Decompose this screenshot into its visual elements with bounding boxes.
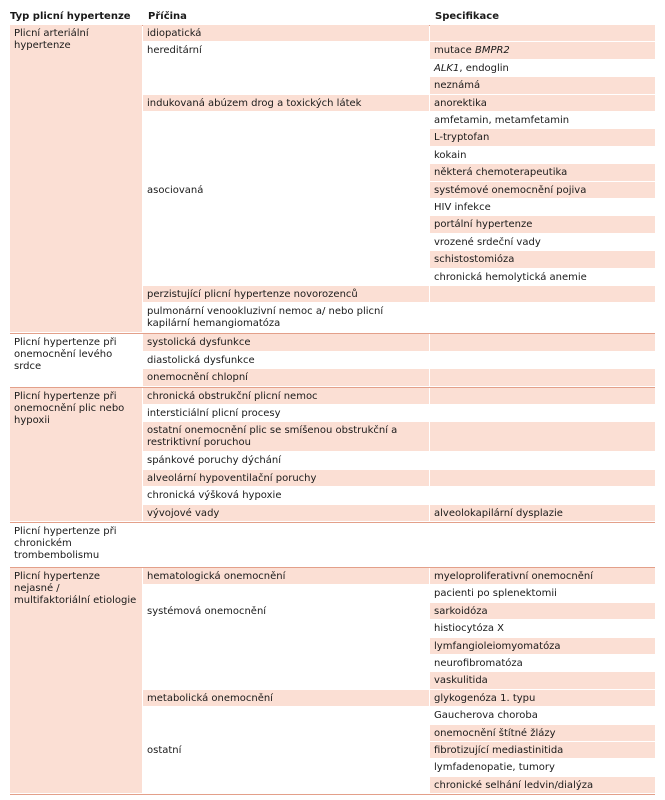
spec-cell [430, 742, 655, 758]
spec-cell [430, 568, 655, 584]
type-label: Plicní hypertenze při onemocnění levého srdce [14, 337, 117, 373]
cause-cell [143, 690, 429, 706]
table-body [10, 25, 655, 795]
spec-cell [430, 216, 655, 232]
spec-label: neurofibromatóza [434, 657, 523, 669]
spec-label: lymfadenopatie, tumory [434, 762, 555, 774]
spec-cell [430, 470, 655, 486]
cause-label: hereditární [147, 45, 202, 57]
spec-cell [430, 777, 655, 793]
spec-cell [430, 452, 655, 468]
cause-label: intersticiální plicní procesy [147, 407, 281, 419]
spec-cell [430, 405, 655, 421]
spec-label: kokain [434, 149, 467, 161]
cause-label: alveolární hypoventilační poruchy [147, 472, 317, 484]
type-label: Plicní hypertenze nejasné / multifaktoriální etiologie [14, 570, 137, 606]
cause-label: vývojové vady [147, 507, 220, 519]
spec-cell [430, 60, 655, 76]
spec-label: amfetamin, metamfetamin [434, 115, 570, 126]
spec-label: fibrotizující mediastinitida [434, 744, 564, 756]
spec-label: schistostomióza [434, 254, 515, 266]
spec-cell [430, 95, 655, 111]
spec-cell [430, 352, 655, 368]
cause-label: hematologická onemocnění [147, 570, 286, 582]
spec-cell [430, 725, 655, 741]
cause-label: asociovaná [147, 184, 204, 196]
cause-cell [143, 25, 429, 41]
cause-cell [143, 487, 429, 503]
cause-cell [143, 182, 429, 198]
spec-cell [430, 25, 655, 41]
spec-label: sarkoidóza [434, 605, 488, 617]
spec-label: vaskulitida [434, 675, 488, 687]
spec-cell [430, 147, 655, 163]
spec-label: systémové onemocnění pojiva [434, 184, 587, 196]
type-label: Plicní hypertenze při onemocnění plic nebo hypoxii [14, 390, 125, 426]
type-label: Plicní hypertenze při chronickém trombembolismu [14, 525, 117, 561]
spec-cell [430, 303, 655, 332]
cause-cell [143, 286, 429, 302]
spec-cell [430, 182, 655, 198]
spec-cell [430, 77, 655, 93]
spec-label: chronická hemolytická anemie [434, 271, 587, 283]
table-group [10, 334, 655, 386]
spec-cell [430, 655, 655, 671]
spec-label: Gaucherova choroba [434, 710, 538, 722]
spec-cell [430, 638, 655, 654]
spec-cell [430, 388, 655, 404]
cause-cell [143, 568, 429, 584]
type-cell [10, 334, 142, 385]
table-group [10, 523, 655, 567]
spec-cell [430, 422, 655, 451]
cause-label: systémová onemocnění [147, 605, 267, 617]
spec-label: pacienti po splenektomii [434, 588, 557, 600]
spec-cell [430, 369, 655, 385]
cause-cell [143, 505, 429, 521]
header-cause: Příčina [148, 11, 187, 22]
type-label: Plicní arteriální hypertenze [14, 28, 89, 51]
spec-cell [430, 286, 655, 302]
header-spec: Specifikace [435, 11, 500, 22]
spec-label: mutace BMPR2 [434, 45, 510, 57]
cause-label: indukovaná abúzem drog a toxických látek [147, 97, 362, 109]
cause-label: chronická výšková hypoxie [147, 490, 282, 502]
cause-cell [143, 742, 429, 758]
cause-cell [143, 388, 429, 404]
cause-cell [143, 95, 429, 111]
spec-cell [430, 672, 655, 688]
spec-cell [430, 334, 655, 350]
spec-cell [430, 129, 655, 145]
cause-label: systolická dysfunkce [147, 337, 251, 349]
spec-label: onemocnění štítné žlázy [434, 727, 556, 739]
cause-cell [143, 422, 429, 451]
spec-label: portální hypertenze [434, 219, 533, 231]
spec-cell [430, 112, 655, 128]
table-header [10, 0, 655, 22]
spec-cell [430, 487, 655, 503]
header-type: Typ plicní hypertenze [10, 11, 131, 22]
group-divider [10, 794, 655, 795]
spec-cell [430, 199, 655, 215]
spec-cell [430, 234, 655, 250]
spec-cell [430, 505, 655, 521]
cause-cell [143, 369, 429, 385]
cause-label: onemocnění chlopní [147, 372, 248, 384]
cause-cell [143, 452, 429, 468]
spec-label: lymfangioleiomyomatóza [434, 640, 561, 652]
cause-label: perzistující plicní hypertenze novorozenců [147, 289, 358, 300]
spec-cell [430, 603, 655, 619]
spec-cell [430, 269, 655, 285]
cause-label: ostatní [147, 744, 182, 756]
spec-cell [430, 707, 655, 723]
spec-cell [430, 690, 655, 706]
cause-cell [143, 470, 429, 486]
spec-label: anorektika [434, 97, 487, 109]
spec-label: některá chemoterapeutika [434, 167, 568, 179]
spec-label: neznámá [434, 80, 481, 92]
cause-label: chronická obstrukční plicní nemoc [147, 390, 318, 402]
cause-cell [143, 42, 429, 58]
type-cell [10, 25, 142, 332]
spec-label: HIV infekce [434, 202, 491, 213]
cause-label: pulmonární venookluzivní nemoc a/ nebo plicní kapilární hemangiomatóza [147, 306, 384, 330]
type-cell [10, 523, 142, 566]
spec-cell [430, 620, 655, 636]
cause-label: spánkové poruchy dýchání [147, 455, 282, 467]
table-group [10, 388, 655, 522]
cause-label: metabolická onemocnění [147, 692, 273, 704]
spec-label: ALK1, endoglin [434, 62, 509, 74]
table [10, 0, 655, 795]
cause-cell [143, 303, 429, 332]
spec-cell [430, 251, 655, 267]
type-cell [10, 388, 142, 521]
spec-cell [430, 759, 655, 775]
spec-cell [430, 164, 655, 180]
spec-label: vrozené srdeční vady [434, 236, 541, 248]
cause-cell [143, 334, 429, 350]
cause-cell [143, 603, 429, 619]
cause-label: ostatní onemocnění plic se smíšenou obstrukční a restriktivní poruchou [147, 425, 398, 449]
spec-label: chronické selhání ledvin/dialýza [434, 779, 594, 791]
spec-label: myeloproliferativní onemocnění [434, 570, 594, 582]
cause-label: diastolická dysfunkce [147, 354, 255, 366]
spec-label: histiocytóza X [434, 623, 505, 635]
table-group [10, 25, 655, 333]
type-cell [10, 568, 142, 793]
table-group [10, 568, 655, 794]
cause-cell [143, 352, 429, 368]
spec-label: L-tryptofan [434, 132, 490, 144]
spec-label: glykogenóza 1. typu [434, 692, 536, 704]
spec-label: alveolokapilární dysplazie [434, 507, 563, 519]
spec-cell [430, 585, 655, 601]
cause-cell [143, 405, 429, 421]
cause-label: idiopatická [147, 28, 202, 39]
spec-cell [430, 42, 655, 58]
